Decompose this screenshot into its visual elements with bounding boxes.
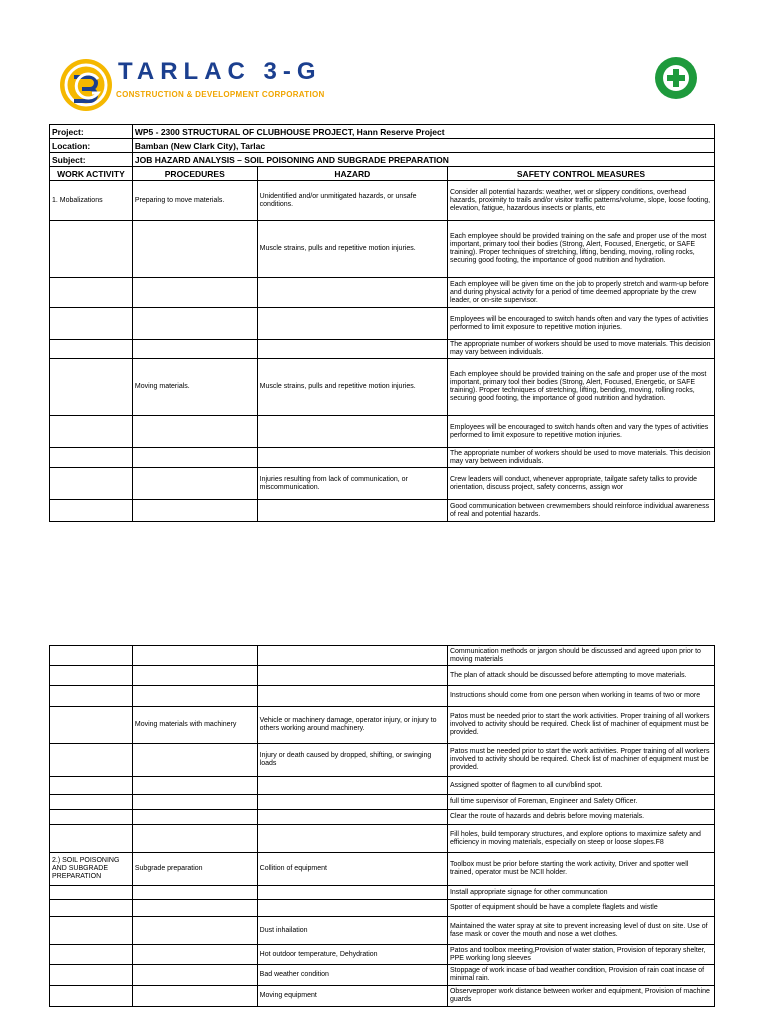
safety-measure-cell: Clear the route of hazards and debris before moving materials.: [447, 810, 714, 825]
hazard-cell: Moving equipment: [257, 986, 447, 1007]
table-row: [50, 777, 715, 795]
work-activity-cell: [50, 777, 133, 795]
header-procedures: PROCEDURES: [132, 167, 257, 181]
table-row: [50, 707, 715, 744]
safety-measure-cell: The appropriate number of workers should be used to move materials. This decision may vary between individuals.: [447, 448, 714, 468]
hazard-cell: [257, 900, 447, 917]
table-row: [50, 500, 715, 522]
procedure-cell: [132, 900, 257, 917]
procedure-cell: [132, 917, 257, 945]
safety-measure-cell: Spotter of equipment should be have a complete flaglets and wistle: [447, 900, 714, 917]
table-row: [50, 686, 715, 707]
hazard-table-page-section-2: [49, 645, 715, 1007]
table-row: [50, 359, 715, 416]
safety-measure-cell: Fill holes, build temporary structures, and explore options to maximize safety and efficiency in moving materials, especially on steep or loose slopes.F8: [447, 825, 714, 853]
work-activity-cell: 2.) SOIL POISONING AND SUBGRADE PREPARATION: [50, 853, 133, 886]
work-activity-cell: [50, 744, 133, 777]
safety-measure-cell: Each employee should be provided training on the safe and proper use of the most important, primary tool their bodies (Strong, Alert, Focused, Energetic, or SAFE training). Proper techniques of stretching, lifting, bending, moving, rolling rocks, securing good footing, the importance of good nutrition and hydration.: [447, 221, 714, 278]
work-activity-cell: [50, 707, 133, 744]
table-row: [50, 900, 715, 917]
company-logo-icon: [58, 57, 114, 113]
table-row: [50, 646, 715, 666]
procedure-cell: [132, 221, 257, 278]
safety-measure-cell: Employees will be encouraged to switch hands often and vary the types of activities performed to limit exposure to repetitive motion injuries.: [447, 416, 714, 448]
work-activity-cell: [50, 308, 133, 340]
hazard-cell: [257, 500, 447, 522]
procedure-cell: [132, 340, 257, 359]
table-row: [50, 340, 715, 359]
procedure-cell: [132, 278, 257, 308]
hazard-cell: [257, 666, 447, 686]
procedure-cell: Moving materials.: [132, 359, 257, 416]
hazard-cell: [257, 886, 447, 900]
safety-first-badge-icon: [654, 56, 698, 100]
procedure-cell: [132, 500, 257, 522]
table-row: [50, 917, 715, 945]
hazard-cell: Collition of equipment: [257, 853, 447, 886]
safety-measure-cell: Good communication between crewmembers should reinforce individual awareness of real and potential hazards.: [447, 500, 714, 522]
hazard-cell: [257, 448, 447, 468]
hazard-cell: Muscle strains, pulls and repetitive motion injuries.: [257, 359, 447, 416]
table-row: [50, 308, 715, 340]
hazard-cell: [257, 416, 447, 448]
header-work-activity: WORK ACTIVITY: [50, 167, 133, 181]
procedure-cell: [132, 965, 257, 986]
location-row: [50, 139, 715, 153]
table-row: [50, 221, 715, 278]
work-activity-cell: [50, 917, 133, 945]
procedure-cell: Subgrade preparation: [132, 853, 257, 886]
table-row: [50, 468, 715, 500]
procedure-cell: [132, 468, 257, 500]
hazard-cell: Injury or death caused by dropped, shifting, or swinging loads: [257, 744, 447, 777]
safety-measure-cell: Toolbox must be prior before starting the work activity, Driver and spotter well trained, operator must be NCII holder.: [447, 853, 714, 886]
column-header-row: [50, 167, 715, 181]
subject-row: [50, 153, 715, 167]
procedure-cell: [132, 448, 257, 468]
procedure-cell: [132, 886, 257, 900]
table-row: [50, 795, 715, 810]
safety-measure-cell: Each employee will be given time on the job to properly stretch and warm-up before and during physical activity for a period of time deemed appropriate by the crew leader, or on-site supervisor.: [447, 278, 714, 308]
work-activity-cell: [50, 448, 133, 468]
work-activity-cell: [50, 686, 133, 707]
table-row: [50, 744, 715, 777]
work-activity-cell: [50, 825, 133, 853]
project-value: WP5 - 2300 STRUCTURAL OF CLUBHOUSE PROJECT, Hann Reserve Project: [132, 125, 714, 139]
procedure-cell: [132, 825, 257, 853]
table1-body: [50, 181, 715, 522]
safety-measure-cell: Crew leaders will conduct, whenever appropriate, tailgate safety talks to provide orientation, discuss project, safety concerns, assign wor: [447, 468, 714, 500]
table-row: [50, 810, 715, 825]
work-activity-cell: [50, 886, 133, 900]
hazard-cell: [257, 686, 447, 707]
work-activity-cell: [50, 416, 133, 448]
safety-measure-cell: Communication methods or jargon should be discussed and agreed upon prior to moving materials: [447, 646, 714, 666]
table-row: [50, 666, 715, 686]
safety-measure-cell: Instructions should come from one person when working in teams of two or more: [447, 686, 714, 707]
header-safety-control-measures: SAFETY CONTROL MEASURES: [447, 167, 714, 181]
work-activity-cell: [50, 278, 133, 308]
header-hazard: HAZARD: [257, 167, 447, 181]
location-label: Location:: [50, 139, 133, 153]
hazard-cell: [257, 278, 447, 308]
work-activity-cell: [50, 359, 133, 416]
work-activity-cell: [50, 340, 133, 359]
hazard-cell: [257, 340, 447, 359]
table-row: [50, 181, 715, 221]
hazard-cell: [257, 810, 447, 825]
document-header: [0, 0, 768, 120]
table-row: [50, 448, 715, 468]
safety-measure-cell: Stoppage of work incase of bad weather condition, Provision of rain coat incase of minimal rain.: [447, 965, 714, 986]
safety-measure-cell: Install appropriate signage for other communcation: [447, 886, 714, 900]
work-activity-cell: [50, 221, 133, 278]
work-activity-cell: [50, 965, 133, 986]
safety-measure-cell: Maintained the water spray at site to prevent increasing level of dust on site. Use of fase mask or cover the mouth and nose a wet clothes.: [447, 917, 714, 945]
hazard-cell: Injuries resulting from lack of communication, or miscommunication.: [257, 468, 447, 500]
safety-measure-cell: Employees will be encouraged to switch hands often and vary the types of activities performed to limit exposure to repetitive motion injuries.: [447, 308, 714, 340]
work-activity-cell: [50, 810, 133, 825]
table-row: [50, 416, 715, 448]
safety-measure-cell: The appropriate number of workers should be used to move materials. This decision may vary between individuals.: [447, 340, 714, 359]
procedure-cell: [132, 777, 257, 795]
safety-measure-cell: full time supervisor of Foreman, Engineer and Safety Officer.: [447, 795, 714, 810]
safety-measure-cell: Patos and toolbox meeting,Provision of water station, Provision of teporary shelter, PPE working long sleeves: [447, 945, 714, 965]
table2-body: [50, 646, 715, 1007]
procedure-cell: [132, 308, 257, 340]
hazard-cell: [257, 825, 447, 853]
work-activity-cell: [50, 500, 133, 522]
procedure-cell: [132, 686, 257, 707]
table-row: [50, 886, 715, 900]
work-activity-cell: [50, 986, 133, 1007]
project-label: Project:: [50, 125, 133, 139]
hazard-cell: Vehicle or machinery damage, operator injury, or injury to others working around machinery.: [257, 707, 447, 744]
hazard-cell: [257, 795, 447, 810]
procedure-cell: [132, 810, 257, 825]
procedure-cell: [132, 744, 257, 777]
procedure-cell: [132, 416, 257, 448]
work-activity-cell: [50, 900, 133, 917]
hazard-cell: Hot outdoor temperature, Dehydration: [257, 945, 447, 965]
procedure-cell: [132, 945, 257, 965]
table-row: [50, 986, 715, 1007]
subject-value: JOB HAZARD ANALYSIS – SOIL POISONING AND SUBGRADE PREPARATION: [132, 153, 714, 167]
work-activity-cell: [50, 468, 133, 500]
safety-measure-cell: Each employee should be provided training on the safe and proper use of the most important, primary tool their bodies (Strong, Alert, Focused, Energetic, or SAFE training). Proper techniques of stretching, lifting, bending, moving, rolling rocks, securing good footing, the importance of good nutrition and hydration.: [447, 359, 714, 416]
table-row: [50, 825, 715, 853]
safety-measure-cell: Assigned spotter of flagmen to all curv/blind spot.: [447, 777, 714, 795]
company-subtitle: CONSTRUCTION & DEVELOPMENT CORPORATION: [116, 90, 325, 99]
procedure-cell: Preparing to move materials.: [132, 181, 257, 221]
safety-measure-cell: Patos must be needed prior to start the work activities. Proper training of all workers involved to activity should be required. Check list of machiner of equipment must be provided.: [447, 707, 714, 744]
work-activity-cell: 1. Mobalizations: [50, 181, 133, 221]
hazard-cell: Unidentified and/or unmitigated hazards, or unsafe conditions.: [257, 181, 447, 221]
table-row: [50, 853, 715, 886]
work-activity-cell: [50, 795, 133, 810]
safety-measure-cell: Consider all potential hazards: weather, wet or slippery conditions, overhead hazards, proximity to trails and/or visitor traffic patterns/volume, slope, loose footing, elevation, fatigue, hazardous insects or plants, etc: [447, 181, 714, 221]
table-row: [50, 278, 715, 308]
procedure-cell: [132, 666, 257, 686]
table-row: [50, 965, 715, 986]
hazard-cell: [257, 646, 447, 666]
procedure-cell: [132, 795, 257, 810]
procedure-cell: Moving materials with machinery: [132, 707, 257, 744]
location-value: Bamban (New Clark City), Tarlac: [132, 139, 714, 153]
work-activity-cell: [50, 666, 133, 686]
hazard-cell: Muscle strains, pulls and repetitive motion injuries.: [257, 221, 447, 278]
project-row: [50, 125, 715, 139]
table-row: [50, 945, 715, 965]
subject-label: Subject:: [50, 153, 133, 167]
work-activity-cell: [50, 646, 133, 666]
hazard-cell: Dust inhailation: [257, 917, 447, 945]
safety-measure-cell: Observeproper work distance between worker and equipment, Provision of machine guards: [447, 986, 714, 1007]
company-name: TARLAC 3-G: [118, 58, 322, 85]
procedure-cell: [132, 986, 257, 1007]
safety-measure-cell: Patos must be needed prior to start the work activities. Proper training of all workers involved to activity should be required. Check list of machiner of equipment must be provided.: [447, 744, 714, 777]
hazard-cell: [257, 777, 447, 795]
hazard-table-page-section-1: [49, 124, 715, 522]
hazard-cell: [257, 308, 447, 340]
procedure-cell: [132, 646, 257, 666]
safety-measure-cell: The plan of attack should be discussed before attempting to move materials.: [447, 666, 714, 686]
hazard-cell: Bad weather condition: [257, 965, 447, 986]
work-activity-cell: [50, 945, 133, 965]
